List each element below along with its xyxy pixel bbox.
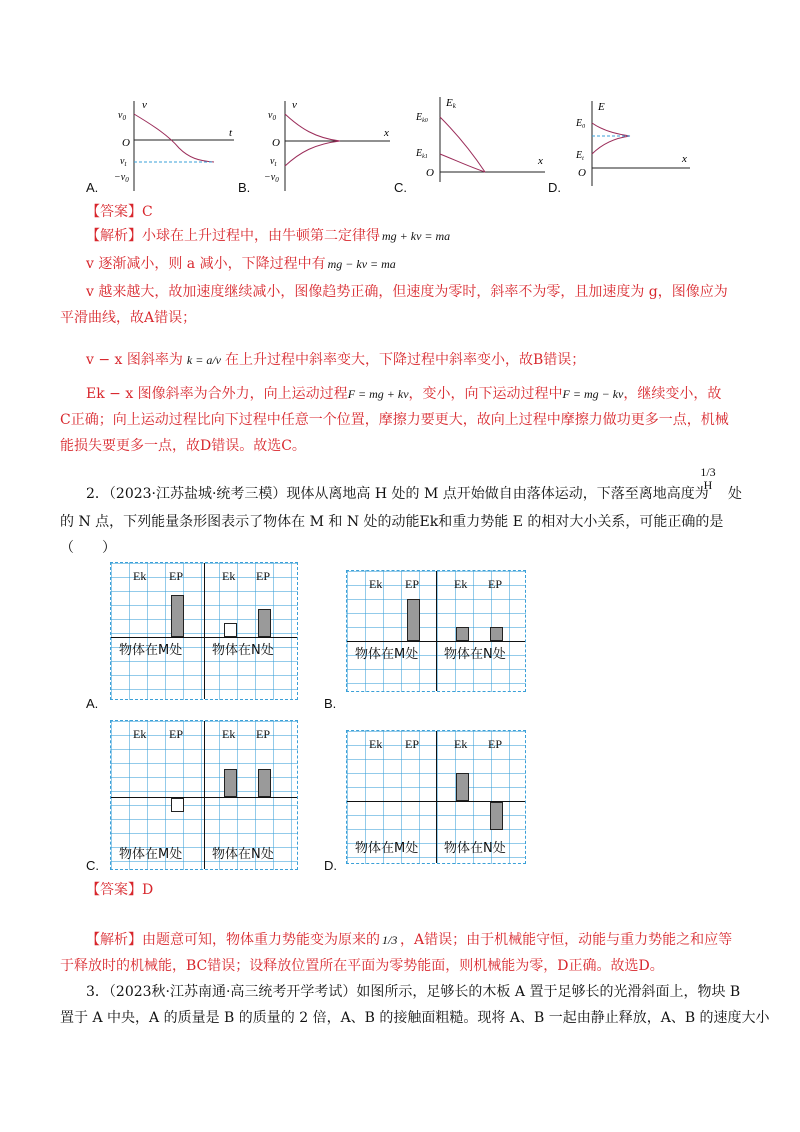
q1-analysis-line-2 (86, 254, 396, 274)
q3-stem-line-1: 3．（2023秋·江苏南通·高三统考开学考试）如图所示，足够长的木板 A 置于足够长的光滑斜面上，物块 B (86, 984, 741, 1000)
caption-n: 物体在N处 (212, 643, 274, 658)
answer-value: D (142, 882, 154, 898)
caption-m: 物体在M处 (355, 841, 419, 856)
analysis-tag: 【解析】 (86, 932, 142, 948)
ek-label: Ek (454, 737, 468, 751)
ek-label: Ek (133, 569, 147, 583)
caption-n: 物体在N处 (444, 647, 506, 662)
answer-tag: 【答案】 (86, 882, 142, 898)
q1-analysis-line-7: C正确；向上运动过程比向下过程中任意一个位置，摩擦力要更大，故向上过程中摩擦力做功更多一点，机械 (60, 412, 729, 428)
option-d-label: D. (548, 180, 561, 195)
analysis-text: v − x 图斜率为 (86, 352, 183, 368)
caption-n: 物体在N处 (444, 841, 506, 856)
equation: F = mg + kv (347, 387, 409, 401)
slope-formula: k = a/v (186, 353, 221, 367)
equation: mg + kv = ma (382, 229, 451, 243)
equation: F = mg − kv (562, 387, 624, 401)
divider-line (436, 571, 437, 691)
analysis-text: Ek − x 图像斜率为合外力，向上运动过程 (86, 386, 348, 402)
q2-fraction (700, 466, 716, 492)
energy-bar (171, 798, 184, 812)
q2-stem-line-3: （ ） (60, 540, 116, 556)
option-b-label: B. (324, 696, 337, 711)
fraction-one-third: 1/3 (382, 933, 398, 947)
energy-bar (224, 769, 237, 797)
q1-graph-d (570, 96, 700, 191)
ep-label: EP (405, 577, 420, 591)
svg-text:vt: $v_t$ (120, 156, 127, 168)
graph-d-svg (570, 96, 700, 191)
svg-text:v0: $v_0$ (268, 110, 276, 122)
energy-bar (490, 802, 503, 830)
option-a-label: A. (86, 180, 99, 195)
q2-stem-line-1: 2．（2023·江苏盐城·统考三模）现体从离地高 H 处的 M 点开始做自由落体运动，下落至离地高度为 (86, 486, 709, 502)
svg-text:x: x (682, 153, 687, 165)
analysis-text: ，变小，向下运动过程中 (408, 386, 563, 402)
bar-chart-d (346, 730, 526, 864)
energy-bar (258, 769, 271, 797)
ek-label: Ek (454, 577, 468, 591)
svg-text:x: x (384, 127, 389, 139)
option-d-label: D. (324, 858, 337, 873)
svg-text:t: t (229, 127, 233, 139)
ep-label: EP (169, 727, 184, 741)
analysis-text: 在上升过程中斜率变大，下降过程中斜率变小，故B错误； (224, 352, 586, 368)
ep-label: EP (405, 737, 420, 751)
q2-answer (86, 880, 153, 900)
ek-label: Ek (369, 577, 383, 591)
svg-text:Ek1: $E_{k1}$ (416, 148, 428, 160)
option-c-label: C. (394, 180, 407, 195)
analysis-text: 小球在上升过程中，由牛顿第二定律得 (142, 228, 380, 244)
caption-m: 物体在M处 (355, 647, 419, 662)
q2-stem-line-2: 的 N 点，下列能量条形图表示了物体在 M 和 N 处的动能Ek和重力势能 E 的相对大小关系，可能正确的是 (60, 514, 724, 530)
q1-analysis-line-3: v 越来越大，故加速度继续减小，图像趋势正确，但速度为零时，斜率不为零，且加速度为 g，图像应为 (86, 284, 728, 300)
q1-analysis-line-5 (86, 350, 585, 370)
graph-b-svg (250, 96, 400, 196)
q2-analysis-line-1 (86, 930, 732, 950)
svg-text:vt: $v_t$ (270, 156, 277, 168)
ek-label: Ek (133, 727, 147, 741)
analysis-text: ，继续变小，故 (623, 386, 722, 402)
svg-text:v: v (292, 99, 297, 111)
caption-m: 物体在M处 (119, 847, 183, 862)
energy-bar (407, 599, 420, 641)
energy-bar (456, 773, 469, 801)
option-c-label: C. (86, 858, 99, 873)
energy-bar (224, 623, 237, 637)
analysis-text: ，A错误；由于机械能守恒，动能与重力势能之和应等 (400, 932, 733, 948)
fraction-text: 1/3 H (700, 465, 716, 492)
ep-label: EP (169, 569, 184, 583)
q1-graph-b (250, 96, 400, 196)
ek-label: Ek (369, 737, 383, 751)
svg-text:Ek: Ek (446, 97, 456, 110)
divider-line (204, 721, 205, 869)
q1-graph-c (410, 92, 550, 192)
divider-line (436, 731, 437, 863)
svg-text:E0: $E_0$ (576, 118, 586, 130)
caption-n: 物体在N处 (212, 847, 274, 862)
svg-text:Ek0: $E_{k0}$ (416, 112, 428, 124)
divider-line (204, 563, 205, 699)
ep-label: EP (256, 569, 271, 583)
ep-label: EP (488, 737, 503, 751)
equation: mg − kv = ma (327, 257, 396, 271)
q1-graph-a (84, 96, 244, 196)
ek-label: Ek (222, 569, 236, 583)
option-a-label: A. (86, 696, 99, 711)
bar-chart-c (110, 720, 298, 870)
ep-label: EP (256, 727, 271, 741)
bar-chart-a (110, 562, 298, 700)
caption-m: 物体在M处 (119, 643, 183, 658)
ek-label: Ek (222, 727, 236, 741)
svg-text:O: O (426, 167, 434, 179)
q1-analysis-line-1 (86, 226, 450, 246)
q1-analysis-line-8: 能损失要更多一点，故D错误。故选C。 (60, 438, 306, 454)
q1-answer (86, 202, 153, 222)
q3-stem-line-2: 置于 A 中央，A 的质量是 B 的质量的 2 倍，A、B 的接触面粗糙。现将 A、B 一起由静止释放，A、B 的速度大小 (60, 1010, 770, 1026)
svg-text:v0: $v_0$ (118, 110, 126, 122)
svg-text:O: O (122, 137, 130, 149)
analysis-tag: 【解析】 (86, 228, 142, 244)
analysis-text: v 逐渐减小，则 a 减小，下降过程中有 (86, 256, 326, 272)
energy-bar (171, 595, 184, 637)
graph-a-svg (84, 96, 244, 196)
bar-chart-b (346, 570, 526, 692)
graph-c-svg (410, 92, 550, 192)
svg-text:x: x (538, 155, 543, 167)
ep-label: EP (488, 577, 503, 591)
svg-text:O: O (578, 167, 586, 179)
option-b-label: B. (238, 180, 251, 195)
svg-text:O: O (272, 137, 280, 149)
answer-tag: 【答案】 (86, 204, 142, 220)
svg-text:v: v (142, 99, 147, 111)
q2-analysis-line-2: 于释放时的机械能，BC错误；设释放位置所在平面为零势能面，则机械能为零，D正确。故选D。 (60, 958, 664, 974)
svg-text:−v0: $-v_0$ (264, 172, 279, 184)
energy-bar (490, 627, 503, 641)
q2-stem-end: 处 (728, 486, 742, 502)
analysis-text: 由题意可知，物体重力势能变为原来的 (142, 932, 380, 948)
energy-bar (456, 627, 469, 641)
answer-value: C (142, 204, 153, 220)
svg-text:Et: $E_t$ (576, 150, 584, 162)
q1-analysis-line-6 (86, 384, 721, 404)
svg-text:−v0: $-v_0$ (114, 172, 129, 184)
energy-bar (258, 609, 271, 637)
q1-analysis-line-4: 平滑曲线，故A错误； (60, 310, 197, 326)
svg-text:E: E (598, 101, 605, 113)
